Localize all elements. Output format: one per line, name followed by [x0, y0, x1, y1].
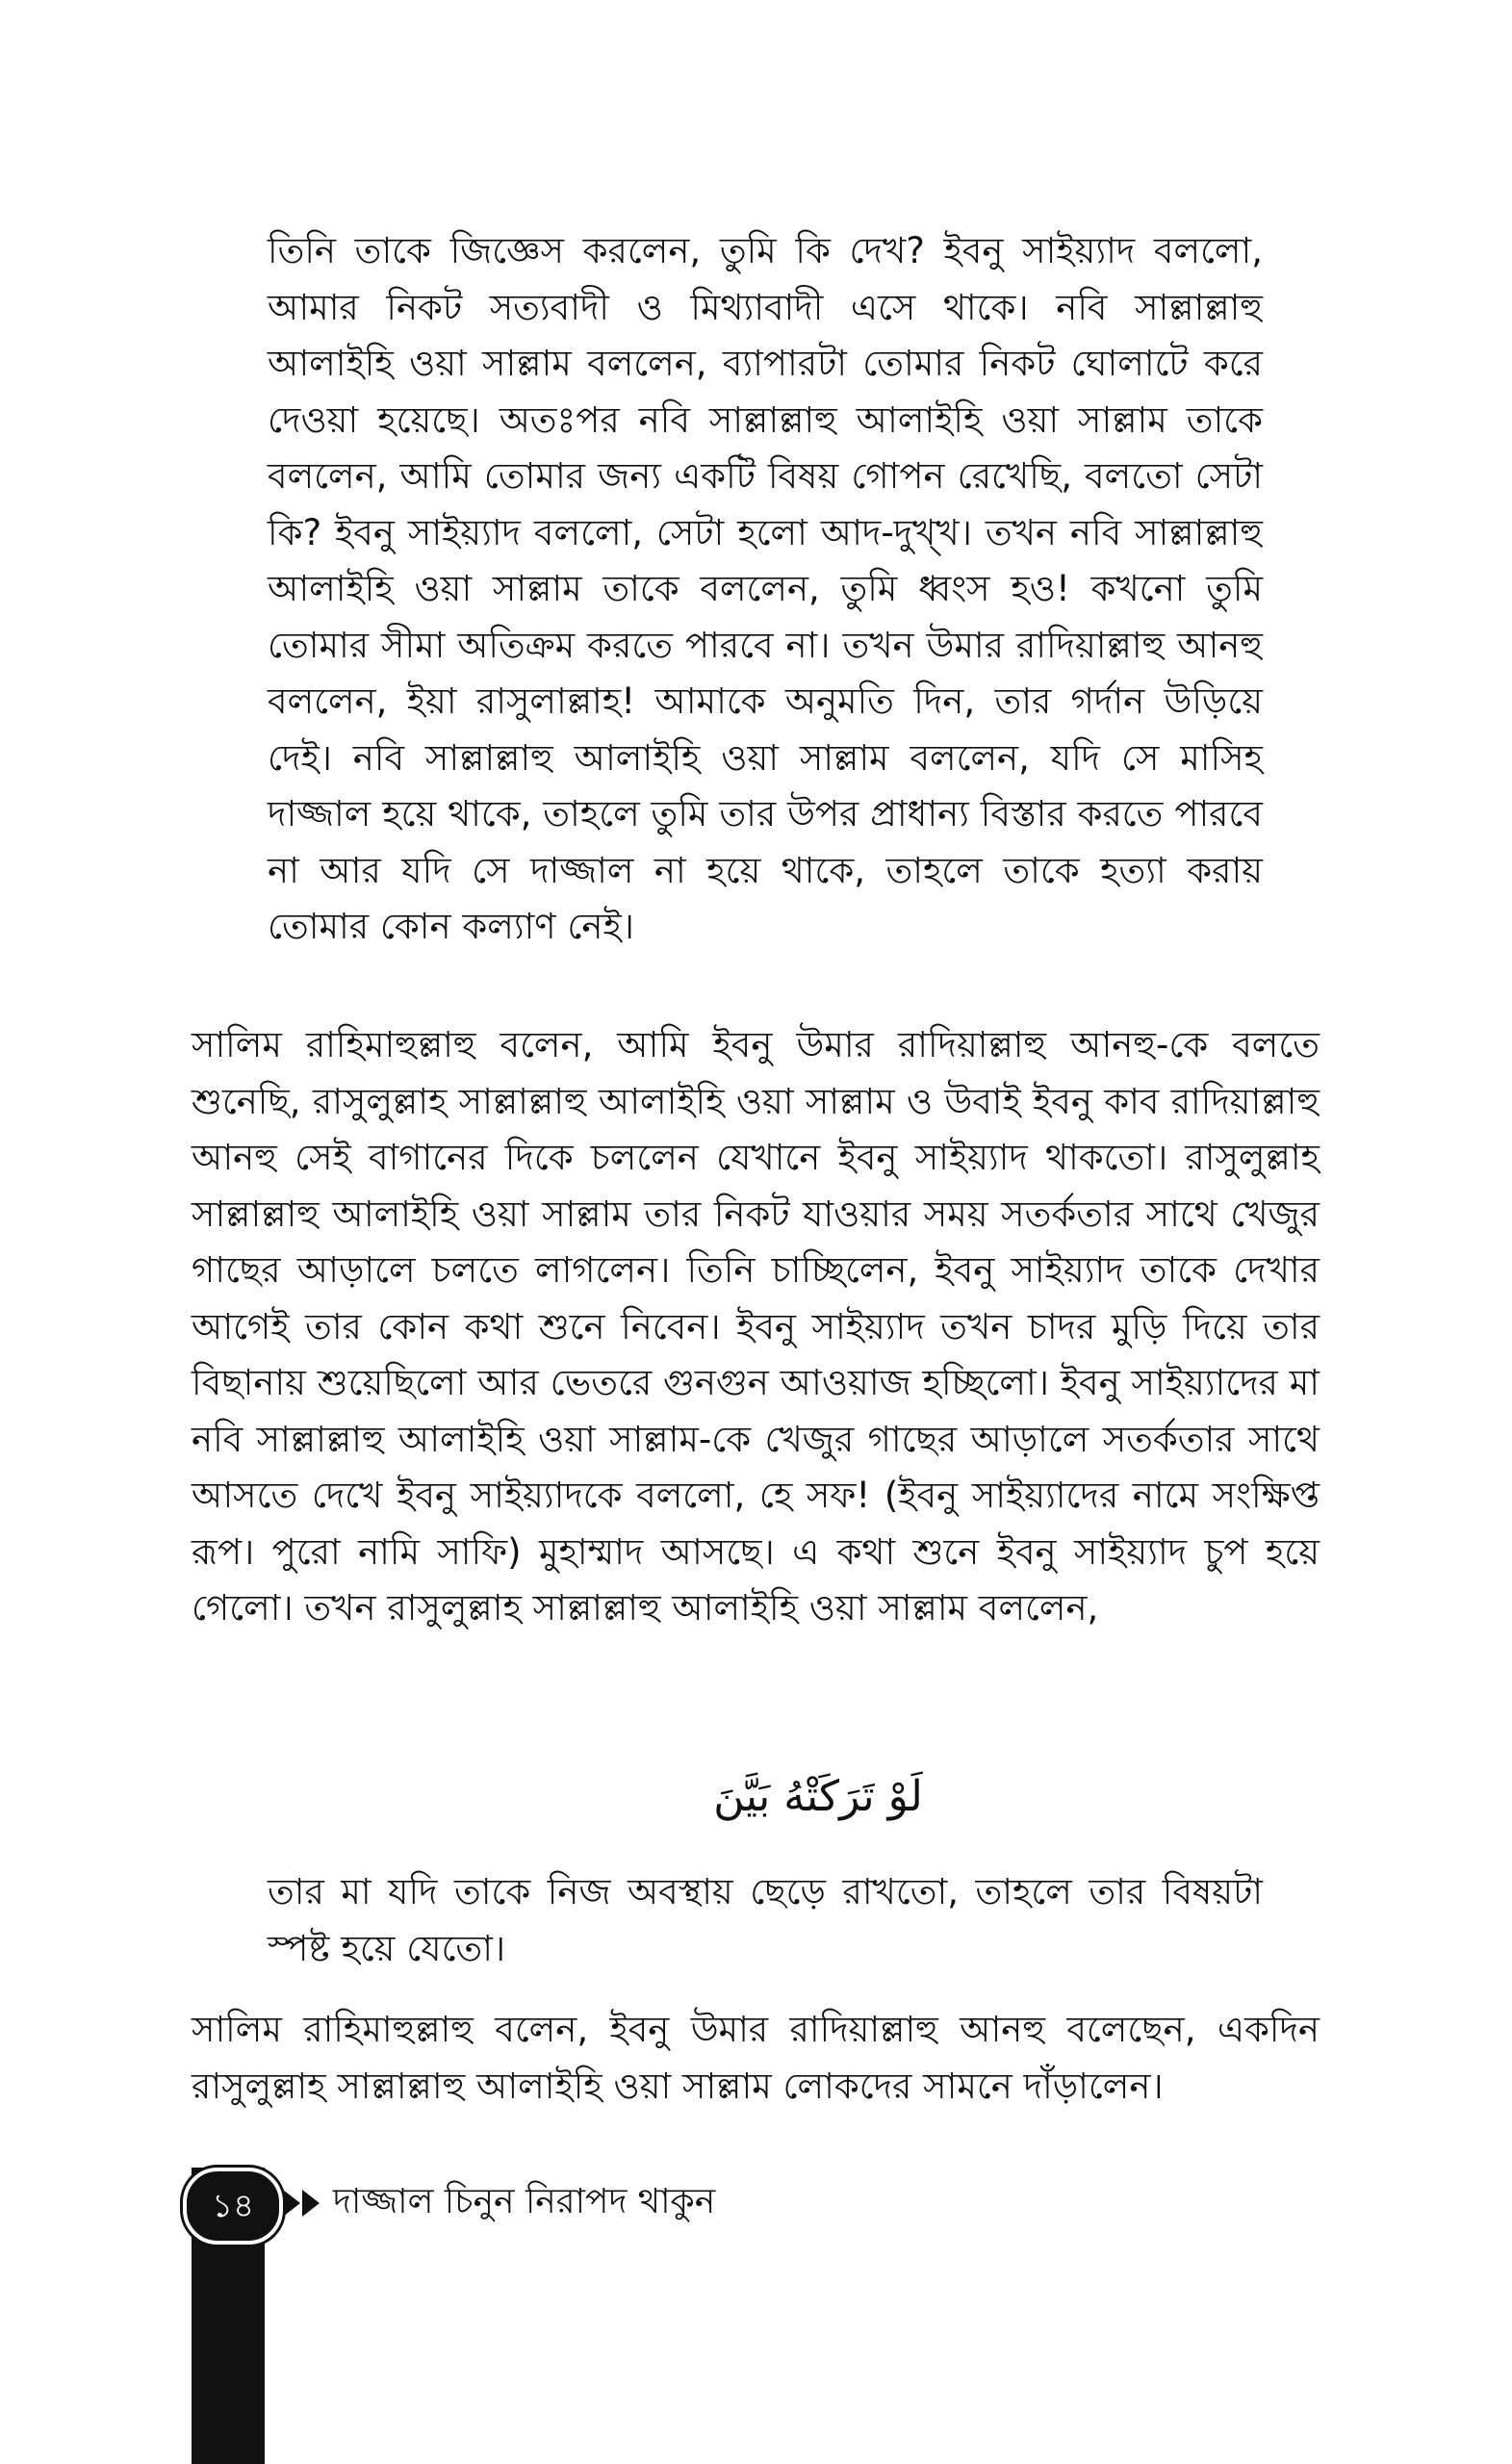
book-title: দাজ্জাল চিনুন নিরাপদ থাকুন [333, 2182, 716, 2221]
page-number: ১৪ [183, 2168, 283, 2245]
narration-paragraph-continued: সালিম রাহিমাহুল্লাহু বলেন, ইবনু উমার রাদিয়াল্লাহু আনহু বলেছেন, একদিন রাসুলুল্লাহ সাল্লাল্লাহু আলাইহি ওয়া সাল্লাম লোকদের সামনে দাঁড়ালেন। [192, 2009, 1320, 2107]
narration-paragraph: সালিম রাহিমাহুল্লাহু বলেন, আমি ইবনু উমার রাদিয়াল্লাহু আনহু-কে বলতে শুনেছি, রাসুলুল্লাহ সাল্লাল্লাহু আলাইহি ওয়া সাল্লাম ও উবাই ইবনু কাব রাদিয়াল্লাহু আনহু সেই বাগানের দিকে চললেন যেখানে ইবনু সাইয়্যাদ থাকতো। রাসুলুল্লাহ সাল্লাল্লাহু আলাইহি ওয়া সাল্লাম তার নিকট যাওয়ার সময় সতর্কতার সাথে খেজুর গাছের আড়ালে চলতে লাগলেন। তিনি চাচ্ছিলেন, ইবনু সাইয়্যাদ তাকে দেখার আগেই তার কোন কথা শুনে নিবেন। ইবনু সাইয়্যাদ তখন চাদর মুড়ি দিয়ে তার বিছানায় শুয়েছিলো আর ভেতরে গুনগুন আওয়াজ হচ্ছিলো। ইবনু সাইয়্যাদের মা নবি সাল্লাল্লাহু আলাইহি ওয়া সাল্লাম-কে খেজুর গাছের আড়ালে সতর্কতার সাথে আসতে দেখে ইবনু সাইয়্যাদকে বললো, হে সফ! (ইবনু সাইয়্যাদের নামে সংক্ষিপ্ত রূপ। পুরো নামি সাফি) মুহাম্মাদ আসছে। এ কথা শুনে ইবনু সাইয়্যাদ চুপ হয়ে গেলো। তখন রাসুলুল্লাহ সাল্লাল্লাহু আলাইহি ওয়া সাল্লাম বললেন, [192, 1024, 1320, 1629]
arabic-quote: لَوْ تَرَكَتْهُ بَيَّنَ [713, 1772, 923, 1821]
hadith-paragraph-indented: তিনি তাকে জিজ্ঞেস করলেন, তুমি কি দেখ? ইবনু সাইয়্যাদ বললো, আমার নিকট সত্যবাদী ও মিথ্যাবাদী এসে থাকে। নবি সাল্লাল্লাহু আলাইহি ওয়া সাল্লাম বললেন, ব্যাপারটা তোমার নিকট ঘোলাটে করে দেওয়া হয়েছে। অতঃপর নবি সাল্লাল্লাহু আলাইহি ওয়া সাল্লাম তাকে বললেন, আমি তোমার জন্য একটি বিষয় গোপন রেখেছি, বলতো সেটা কি? ইবনু সাইয়্যাদ বললো, সেটা হলো আদ-দুখ্‌খ। তখন নবি সাল্লাল্লাহু আলাইহি ওয়া সাল্লাম তাকে বললেন, তুমি ধ্বংস হও! কখনো তুমি তোমার সীমা অতিক্রম করতে পারবে না। তখন উমার রাদিয়াল্লাহু আনহু বললেন, ইয়া রাসুলাল্লাহ! আমাকে অনুমতি দিন, তার গর্দান উড়িয়ে দেই। নবি সাল্লাল্লাহু আলাইহি ওয়া সাল্লাম বললেন, যদি সে মাসিহ দাজ্জাল হয়ে থাকে, তাহলে তুমি তার উপর প্রাধান্য বিস্তার করতে পারবে না আর যদি সে দাজ্জাল না হয়ে থাকে, তাহলে তাকে হত্যা করায় তোমার কোন কল্যাণ নেই। [268, 230, 1263, 947]
double-arrow-right-icon [281, 2187, 323, 2220]
translation-paragraph: তার মা যদি তাকে নিজ অবস্থায় ছেড়ে রাখতো, তাহলে তার বিষয়টা স্পষ্ট হয়ে যেতো। [268, 1871, 1263, 1969]
